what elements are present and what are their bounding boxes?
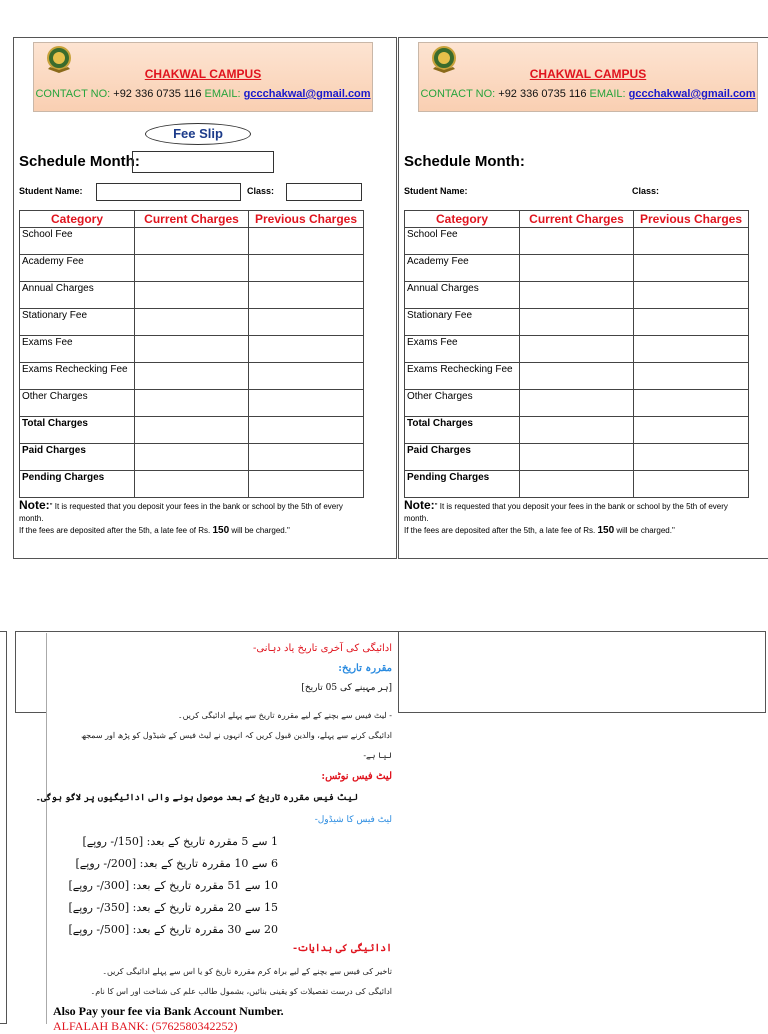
row-label: Exams Fee xyxy=(20,336,135,363)
table-row xyxy=(405,363,749,390)
previous-cell[interactable] xyxy=(249,417,364,444)
row-label: Pending Charges xyxy=(20,471,135,498)
row-label: Stationary Fee xyxy=(20,309,135,336)
note-label: Note: xyxy=(19,498,50,512)
col-header-current: Current Charges xyxy=(135,211,249,228)
row-label: Stationary Fee xyxy=(405,309,520,336)
previous-cell[interactable] xyxy=(249,255,364,282)
row-label: School Fee xyxy=(20,228,135,255)
late-fee-amount: 150 xyxy=(597,525,615,536)
urdu-notice xyxy=(35,633,398,1033)
note-line2-pre: If the fees are deposited after the 5th, a late fee of Rs. xyxy=(404,526,596,535)
table-row xyxy=(20,228,364,255)
row-label: Academy Fee xyxy=(405,255,520,282)
table-row xyxy=(405,417,749,444)
note-line1: " It is requested that you deposit your fees in the bank or school by the 5th of every month. xyxy=(19,502,343,523)
current-cell[interactable] xyxy=(135,444,249,471)
table-row xyxy=(20,363,364,390)
student-name-label: Student Name: xyxy=(404,186,468,196)
table-row xyxy=(405,228,749,255)
student-name-field[interactable] xyxy=(96,183,241,201)
current-cell[interactable] xyxy=(520,444,634,471)
class-label: Class: xyxy=(247,186,275,196)
reminder-title: ادائیگی کی آخری تاریخ یاد دہانی- xyxy=(253,643,392,654)
current-cell[interactable] xyxy=(520,282,634,309)
instruction-line: ادائیگی کی درست تفصیلات کو یقینی بنائیں، بشمول طالب علم کی شناخت اور اس کا نام۔ xyxy=(90,987,392,996)
previous-cell[interactable] xyxy=(249,444,364,471)
note-line2-pre: If the fees are deposited after the 5th, a late fee of Rs. xyxy=(19,526,211,535)
slip-header xyxy=(33,42,373,112)
table-row xyxy=(20,390,364,417)
note xyxy=(19,499,359,537)
contact-label: CONTACT NO: xyxy=(35,88,111,100)
student-name-label: Student Name: xyxy=(19,186,83,196)
campus-name: CHAKWAL CAMPUS xyxy=(144,67,262,81)
schedule-month-label: Schedule Month: xyxy=(404,153,525,170)
table-row xyxy=(20,336,364,363)
note-label: Note: xyxy=(404,498,435,512)
table-row xyxy=(405,471,749,498)
email-link[interactable]: gccchakwal@gmail.com xyxy=(243,88,371,100)
row-label: Pending Charges xyxy=(405,471,520,498)
previous-cell[interactable] xyxy=(634,471,749,498)
row-label: Exams Fee xyxy=(405,336,520,363)
current-cell[interactable] xyxy=(520,309,634,336)
row-label: Other Charges xyxy=(405,390,520,417)
row-label: Total Charges xyxy=(405,417,520,444)
table-row xyxy=(20,444,364,471)
contact-line xyxy=(34,88,372,100)
previous-cell[interactable] xyxy=(634,336,749,363)
col-header-current: Current Charges xyxy=(520,211,634,228)
previous-cell[interactable] xyxy=(249,471,364,498)
current-cell[interactable] xyxy=(135,336,249,363)
schedule-row: 15 سے 20 مقررہ تاریخ کے بعد: [350/- روپے] xyxy=(68,901,278,914)
row-label: Paid Charges xyxy=(20,444,135,471)
previous-cell[interactable] xyxy=(634,228,749,255)
current-cell[interactable] xyxy=(135,417,249,444)
row-label: Annual Charges xyxy=(405,282,520,309)
contact-line xyxy=(419,88,757,100)
due-date-label: مقررہ تاریخ: xyxy=(338,663,392,674)
current-cell[interactable] xyxy=(520,363,634,390)
fee-slip-title: Fee Slip xyxy=(145,123,251,145)
previous-cell[interactable] xyxy=(634,309,749,336)
table-row xyxy=(405,282,749,309)
fee-slip-right xyxy=(398,37,768,559)
late-notice-title: لیٹ فیس نوٹس: xyxy=(321,771,392,782)
parents-line: ادائیگی کرنے سے پہلے، والدین قبول کریں کہ انہوں نے لیٹ فیس کے شیڈول کو پڑھ اور سمجھ xyxy=(81,731,392,740)
note xyxy=(404,499,744,537)
table-row xyxy=(20,309,364,336)
previous-cell[interactable] xyxy=(249,336,364,363)
current-cell[interactable] xyxy=(135,363,249,390)
fee-table xyxy=(404,210,749,498)
due-date-value: [ہر مہینے کی 05 تاریخ] xyxy=(301,683,392,693)
table-row xyxy=(405,336,749,363)
previous-cell[interactable] xyxy=(634,390,749,417)
table-row xyxy=(20,417,364,444)
previous-cell[interactable] xyxy=(249,363,364,390)
table-row xyxy=(405,309,749,336)
row-label: Other Charges xyxy=(20,390,135,417)
col-header-previous: Previous Charges xyxy=(634,211,749,228)
col-header-category: Category xyxy=(405,211,520,228)
table-row xyxy=(405,255,749,282)
contact-number: +92 336 0735 116 xyxy=(113,88,202,100)
contact-number: +92 336 0735 116 xyxy=(498,88,587,100)
current-cell[interactable] xyxy=(520,336,634,363)
current-cell[interactable] xyxy=(520,255,634,282)
bank-pay-text: Also Pay your fee via Bank Account Number. xyxy=(53,1004,284,1018)
schedule-month-field[interactable] xyxy=(132,151,274,173)
previous-cell[interactable] xyxy=(249,390,364,417)
table-row xyxy=(20,282,364,309)
table-row xyxy=(20,471,364,498)
current-cell[interactable] xyxy=(135,282,249,309)
row-label: Exams Rechecking Fee xyxy=(20,363,135,390)
parents-line-2: لیا ہے- xyxy=(363,751,392,760)
lower-left-frame xyxy=(0,631,7,1024)
previous-cell[interactable] xyxy=(249,228,364,255)
row-label: Total Charges xyxy=(20,417,135,444)
fee-table xyxy=(19,210,364,498)
class-label: Class: xyxy=(632,186,660,196)
schedule-title: لیٹ فیس کا شیڈول- xyxy=(314,815,392,825)
instruction-line: تاخیر کی فیس سے بچنے کے لیے براہ کرم مقررہ تاریخ کو یا اس سے پہلے ادائیگی کریں۔ xyxy=(102,967,392,976)
email-label: EMAIL: xyxy=(204,88,241,100)
current-cell[interactable] xyxy=(135,471,249,498)
current-cell[interactable] xyxy=(520,390,634,417)
row-label: Academy Fee xyxy=(20,255,135,282)
late-notice-text: لیٹ فیس مقررہ تاریخ کے بعد موصول ہونے والی ادائیگیوں پر لاگو ہوگی۔ xyxy=(35,793,358,803)
slip-header xyxy=(418,42,758,112)
row-label: Paid Charges xyxy=(405,444,520,471)
current-cell[interactable] xyxy=(135,255,249,282)
bank-account-line: ALFALAH BANK: (5762580342252) xyxy=(53,1019,238,1033)
class-field[interactable] xyxy=(286,183,362,201)
current-cell[interactable] xyxy=(520,228,634,255)
current-cell[interactable] xyxy=(135,309,249,336)
previous-cell[interactable] xyxy=(249,282,364,309)
previous-cell[interactable] xyxy=(634,363,749,390)
previous-cell[interactable] xyxy=(634,444,749,471)
instructions-title: ادائیگی کی ہدایات- xyxy=(292,943,392,954)
avoid-late-line: - لیٹ فیس سے بچنے کے لیے مقررہ تاریخ سے پہلے ادائیگی کریں۔ xyxy=(177,711,392,720)
current-cell[interactable] xyxy=(135,390,249,417)
previous-cell[interactable] xyxy=(634,417,749,444)
previous-cell[interactable] xyxy=(634,282,749,309)
note-line2-post: will be charged." xyxy=(231,526,290,535)
lower-divider xyxy=(398,631,399,713)
previous-cell[interactable] xyxy=(249,309,364,336)
current-cell[interactable] xyxy=(135,228,249,255)
email-label: EMAIL: xyxy=(589,88,626,100)
contact-label: CONTACT NO: xyxy=(420,88,496,100)
current-cell[interactable] xyxy=(520,471,634,498)
note-line2-post: will be charged." xyxy=(616,526,675,535)
table-row xyxy=(405,390,749,417)
row-label: Exams Rechecking Fee xyxy=(405,363,520,390)
table-row xyxy=(405,444,749,471)
campus-name: CHAKWAL CAMPUS xyxy=(529,67,647,81)
previous-cell[interactable] xyxy=(634,255,749,282)
schedule-month-label: Schedule Month: xyxy=(19,153,140,170)
note-line1: " It is requested that you deposit your fees in the bank or school by the 5th of every month. xyxy=(404,502,728,523)
row-label: School Fee xyxy=(405,228,520,255)
table-row xyxy=(20,255,364,282)
schedule-row: 6 سے 10 مقررہ تاریخ کے بعد: [200/- روپے] xyxy=(75,857,278,870)
schedule-row: 10 سے 51 مقررہ تاریخ کے بعد: [300/- روپے] xyxy=(68,879,278,892)
late-fee-amount: 150 xyxy=(212,525,230,536)
row-label: Annual Charges xyxy=(20,282,135,309)
col-header-previous: Previous Charges xyxy=(249,211,364,228)
fee-slip-left xyxy=(13,37,397,559)
email-link[interactable]: gccchakwal@gmail.com xyxy=(628,88,756,100)
schedule-row: 20 سے 30 مقررہ تاریخ کے بعد: [500/- روپے] xyxy=(68,923,278,936)
col-header-category: Category xyxy=(20,211,135,228)
current-cell[interactable] xyxy=(520,417,634,444)
schedule-row: 1 سے 5 مقررہ تاریخ کے بعد: [150/- روپے] xyxy=(82,835,278,848)
